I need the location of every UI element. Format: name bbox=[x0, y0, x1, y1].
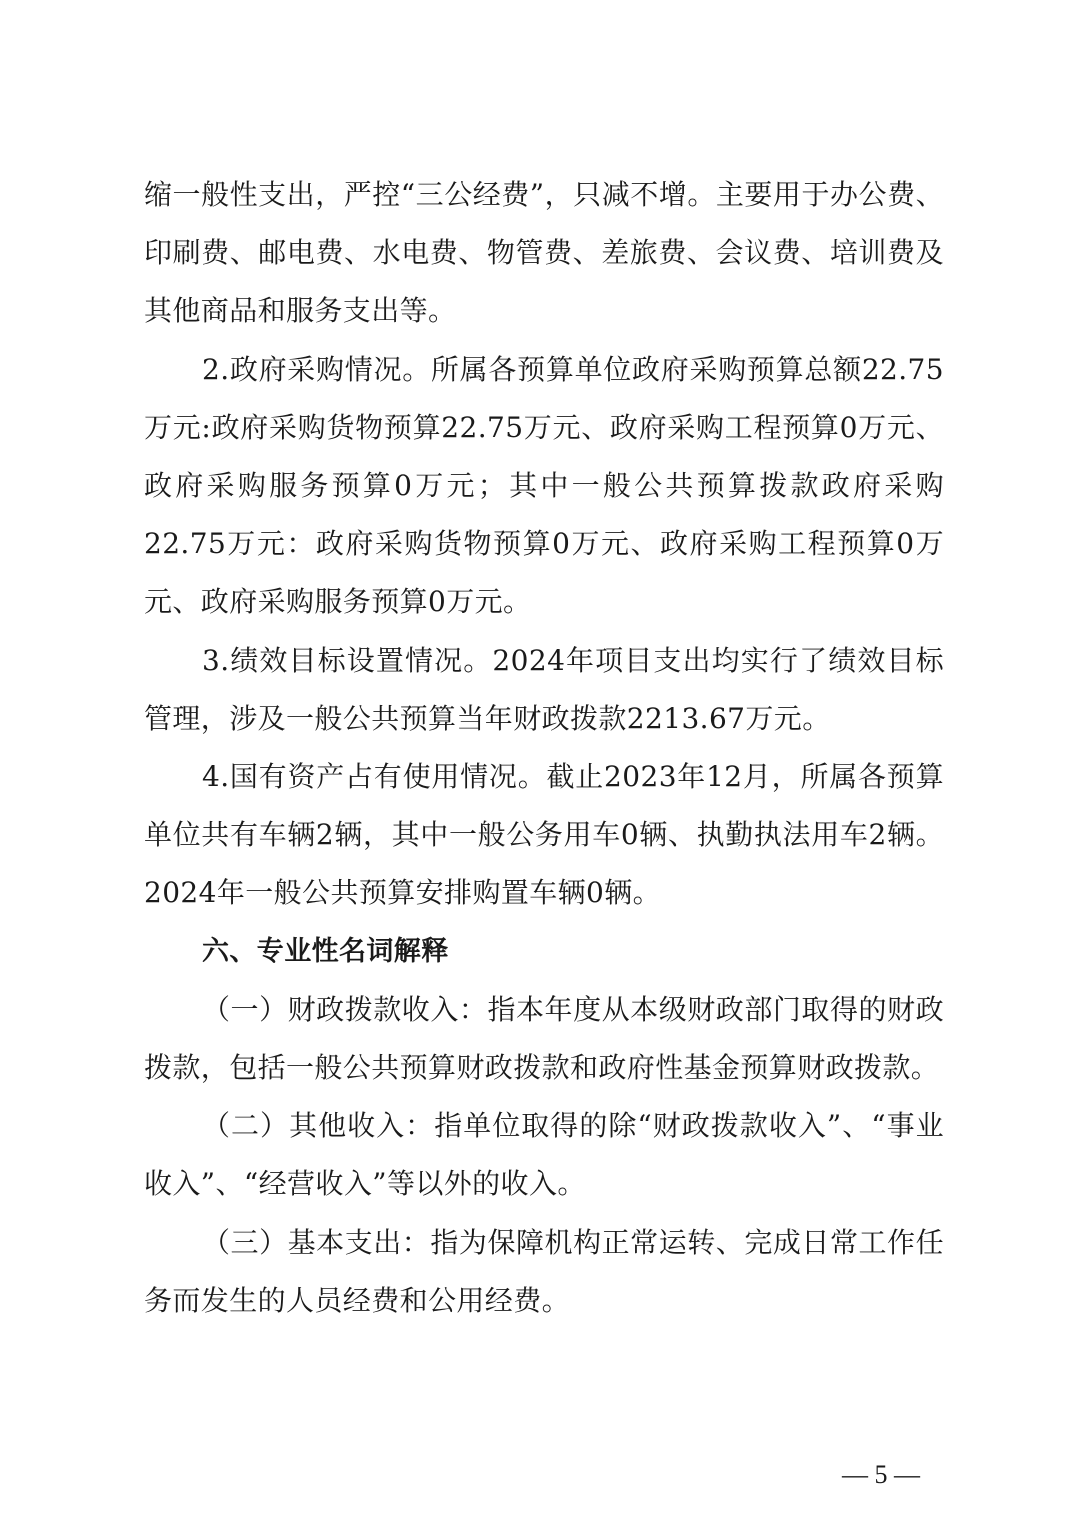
definition-basic-expenditure: （三）基本支出：指为保障机构正常运转、完成日常工作任务而发生的人员经费和公用经费。 bbox=[144, 1225, 944, 1317]
paragraph-performance-targets: 3.绩效目标设置情况。2024年项目支出均实行了绩效目标管理，涉及一般公共预算当年财政拨款2213.67万元。 bbox=[144, 643, 944, 735]
paragraph-government-procurement: 2.政府采购情况。所属各预算单位政府采购预算总额22.75万元:政府采购货物预算22.75万元、政府采购工程预算0万元、政府采购服务预算0万元；其中一般公共预算拨款政府采购22.75万元：政府采购货物预算0万元、政府采购工程预算0万元、政府采购服务预算0万元。 bbox=[144, 352, 944, 619]
page-number: — 5 — bbox=[842, 1460, 920, 1489]
paragraph-state-assets: 4.国有资产占有使用情况。截止2023年12月，所属各预算单位共有车辆2辆，其中一般公务用车0辆、执勤执法用车2辆。2024年一般公共预算安排购置车辆0辆。 bbox=[144, 760, 944, 910]
definition-other-income: （二）其他收入：指单位取得的除“财政拨款收入”、“事业收入”、“经营收入”等以外的收入。 bbox=[144, 1109, 944, 1201]
section-heading-terminology: 六、专业性名词解释 bbox=[202, 935, 449, 967]
definition-fiscal-appropriation-income: （一）财政拨款收入：指本年度从本级财政部门取得的财政拨款，包括一般公共预算财政拨款和政府性基金预算财政拨款。 bbox=[144, 992, 944, 1085]
document-body bbox=[144, 166, 944, 1330]
paragraph-continued-expenses: 缩一般性支出，严控“三公经费”，只减不增。主要用于办公费、印刷费、邮电费、水电费、物管费、差旅费、会议费、培训费及其他商品和服务支出等。 bbox=[144, 178, 944, 328]
